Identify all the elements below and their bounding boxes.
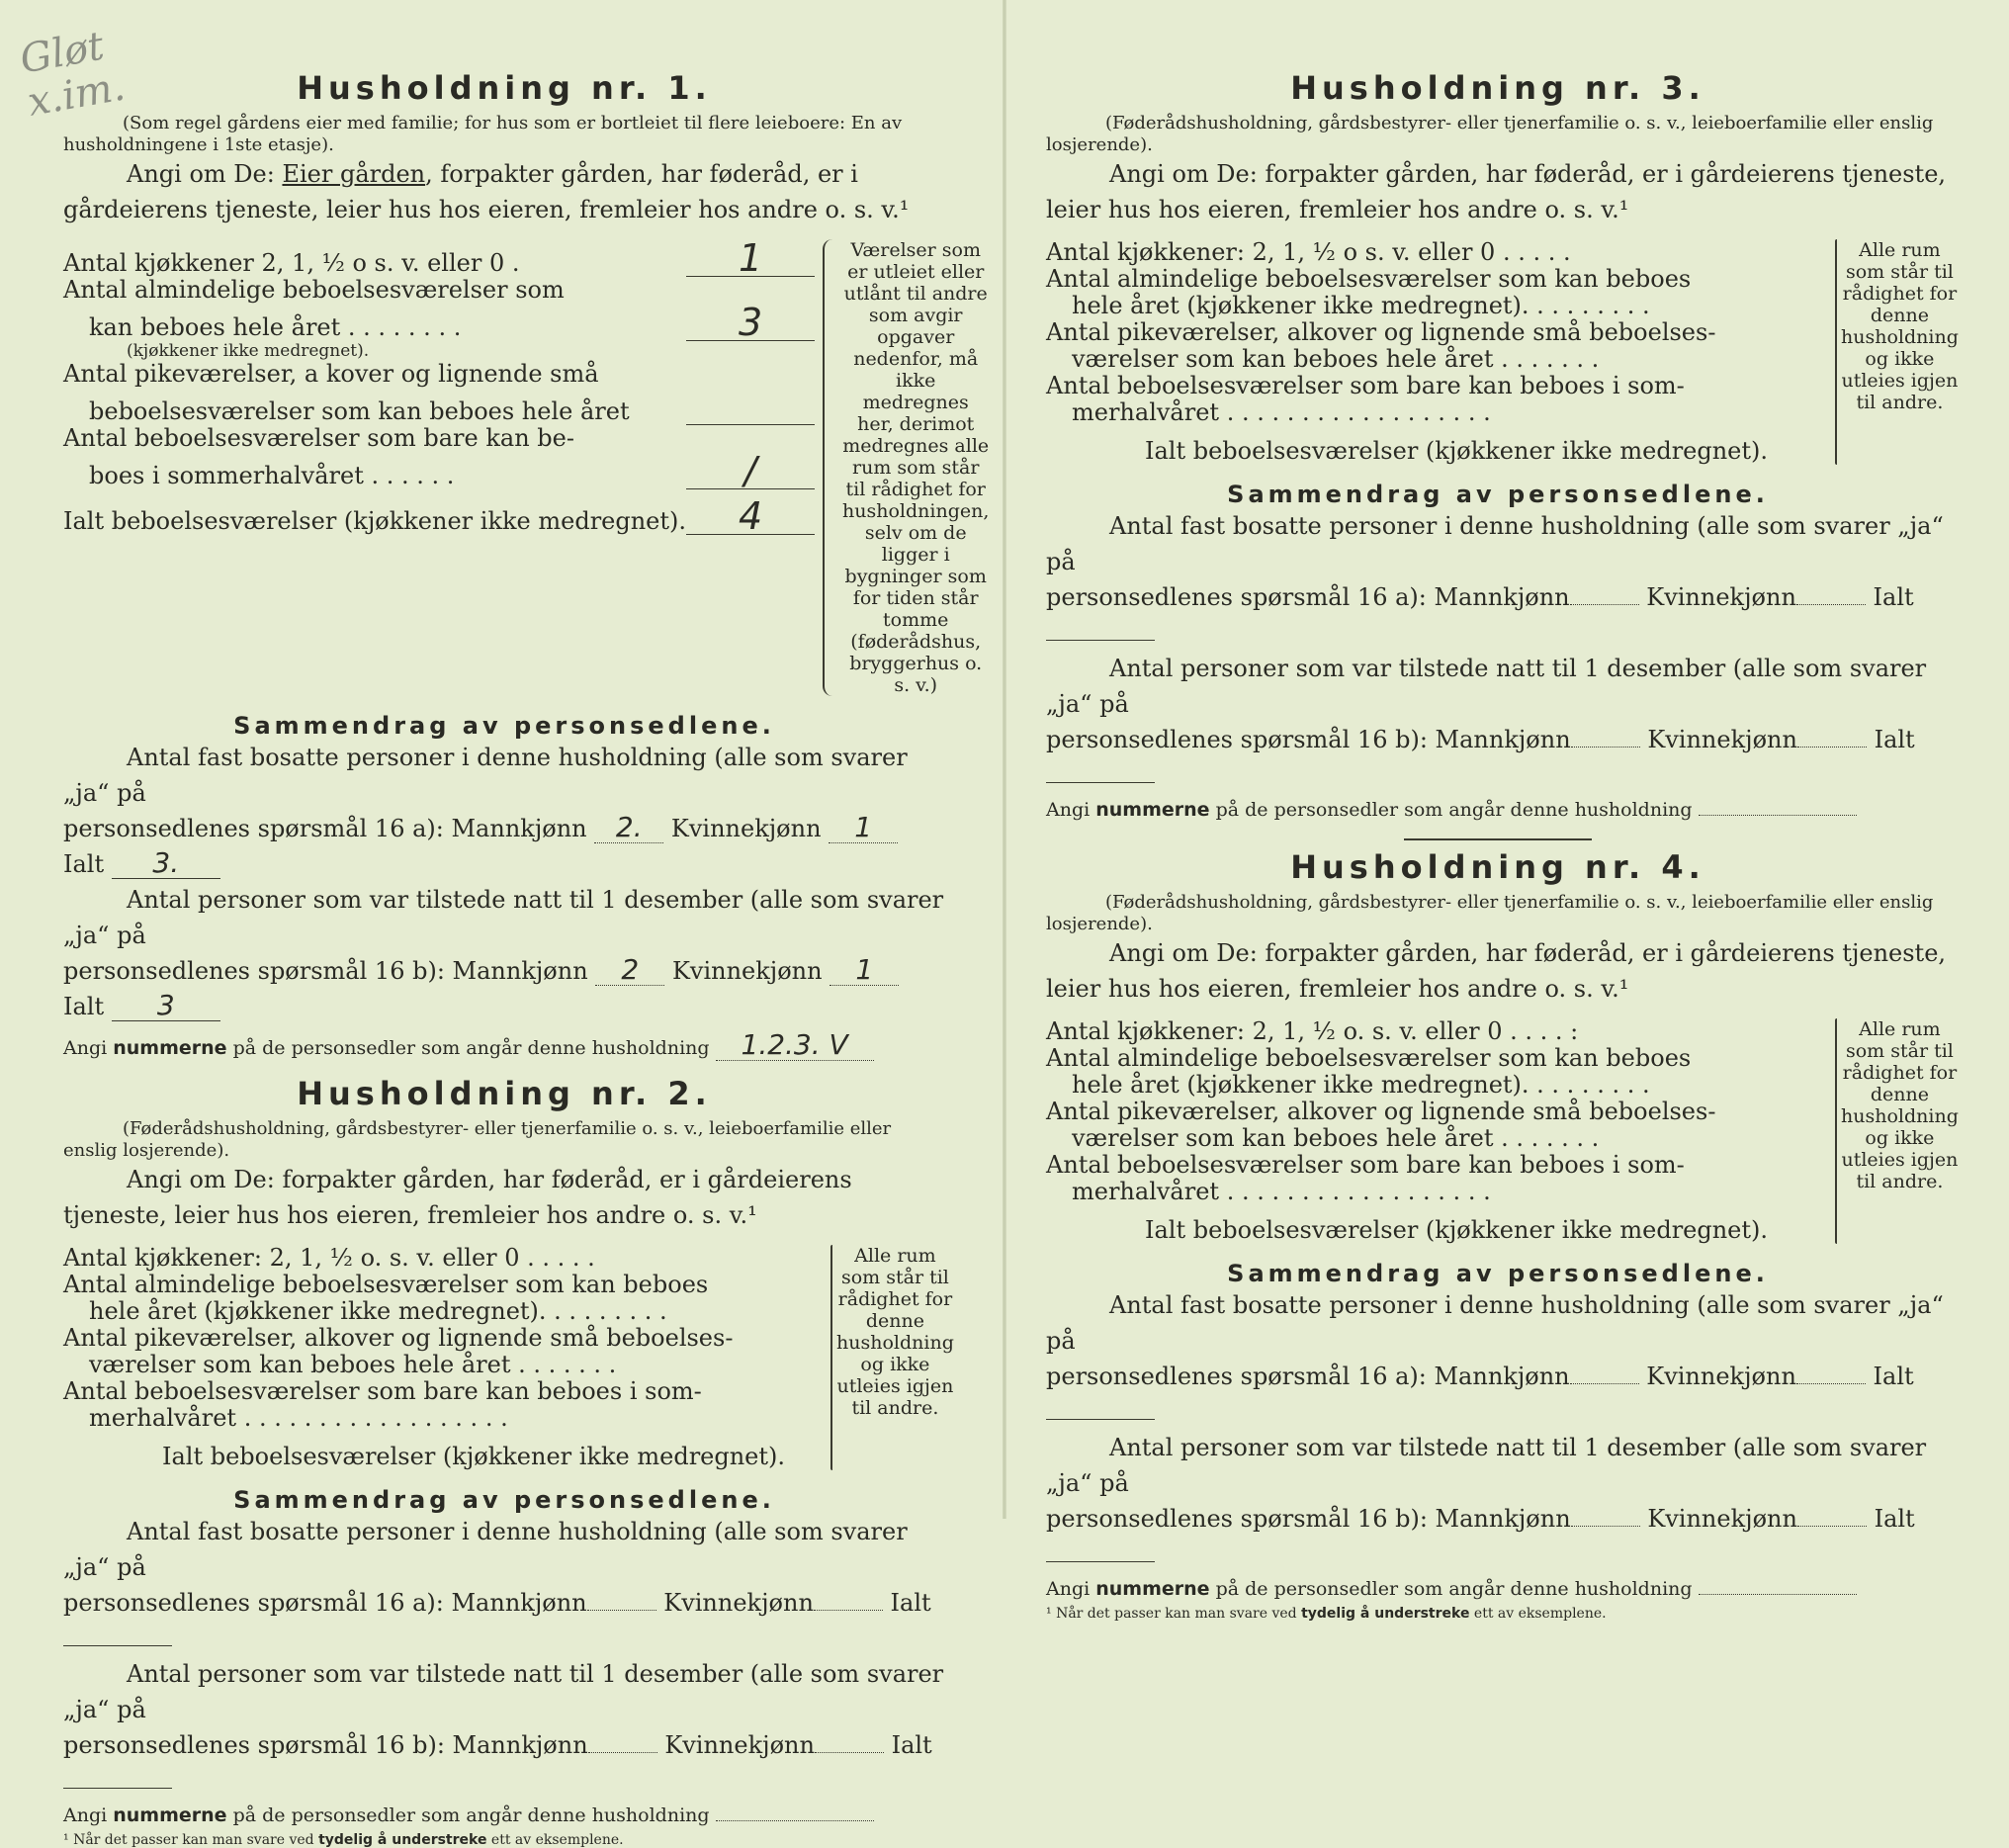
kitchens-value[interactable]: 1 [686,239,815,277]
total-present-field[interactable]: 3 [112,991,220,1021]
sheet-numbers-field[interactable] [1699,815,1857,816]
female-present-field[interactable]: 1 [830,955,899,986]
household-1-note: (Som regel gårdens eier med familie; for hus som er bortleiet til flere leieboere: En av husholdningene i 1ste etasje). [63,113,903,155]
male-resident-field[interactable]: 2. [594,813,663,843]
household-3-side-note: Alle rum som står til rådighet for denne husholdning og ikke utleies igjen til andre. [1835,239,1950,465]
total-present-field[interactable] [1046,1561,1155,1562]
household-2-title: Husholdning nr. 2. [297,1075,712,1112]
household-1-side-note: Værelser som er utleiet eller utlånt til andre som avgir opgaver nedenfor, må ikke medregnes her, derimot medregnes alle rum som står til rådighet for husholdningen, selv om de ligger i bygninger som for tiden står tomme (føderådshus, bryggerhus o. s. v.) [823,239,989,696]
male-resident-field[interactable] [1570,1383,1639,1384]
female-present-field[interactable] [1797,1526,1867,1527]
sheet-numbers-field[interactable] [1699,1594,1857,1595]
total-resident-field[interactable] [63,1645,172,1646]
female-present-field[interactable] [1797,747,1867,748]
female-present-field[interactable] [815,1752,884,1753]
female-resident-field[interactable] [1796,1383,1866,1384]
household-1: Husholdning nr. 1. (Som regel gårdens eier med familie; for hus som er bortleiet til flere leieboere: En av husholdningene i 1ste etasje). Angi om De: Eier gården, forpakter gården, har føderåd, er i gårdeierens tjeneste, leier hus hos eieren, fremleier hos andre o. s. v.¹ Antal kjøkkener 2, 1, ½ o s. v. eller 0 . 1 Antal almindelige beboelsesværelser som kan beboes hele året . . . . . . . . 3 (kjøkkener ikke medregnet). Antal pikeværelser, a kover og lignende små beboelsesværelser som kan beboes hele året Antal beboelsesværelser som bare kan be- boes i sommerhalvåret . . . . . . / Ialt beboelsesværelser (kjøkkener ikke medregnet). 4 Værelser som er utleiet eller utlånt til andre som avgir opgaver nedenfor, må ikke medregnes her, derimot medregnes alle rum som står til rådighet for husholdningen, selv om de ligger i bygninger som for tiden står tomme (føderådshus, bryggerhus o. s. v.) Sammendrag av personsedlene. Antal fast bosatte personer i denne husholdning (alle som svarer „ja“ på personsedlenes spørsmål 16 a): Mannkjønn 2. Kvinnekjønn 1 Ialt 3. Antal personer som var tilstede natt til 1 desember (alle som svarer „ja“ på personsedlenes spørsmål 16 b): Mannkjønn 2 Kvinnekjønn 1 Ialt 3 Angi nummerne på de personsedler som angår denne husholdning 1.2.3. V [63,69,990,1061]
total-resident-field[interactable] [1046,640,1155,641]
household-4: Husholdning nr. 4. (Føderådshusholdning, gårdsbestyrer- eller tjenerfamilie o. s. v., leieboerfamilie eller enslig losjerende). Angi om De: forpakter gården, har føderåd, er i gårdeierens tjeneste, leier hus hos eieren, fremleier hos andre o. s. v.¹ Antal kjøkkener: 2, 1, ½ o. s. v. eller 0 . . . . : Antal almindelige beboelsesværelser som kan beboes hele året (kjøkkener ikke medregnet). . . . . . . . . Antal pikeværelser, alkover og lignende små beboelses- værelser som kan beboes hele året . . . . . . . Antal beboelsesværelser som bare kan beboes i som- merhalvåret . . . . . . . . . . . . . . . . . . Ialt beboelsesværelser (kjøkkener ikke medregnet). Alle rum som står til rådighet for denne husholdning og ikke utleies igjen til andre. Sammendrag av personsedlene. Antal fast bosatte personer i denne husholdning (alle som svarer „ja“ på personsedlenes spørsmål 16 a): Mannkjønn Kvinnekjønn Ialt Antal personer som var tilstede natt til 1 desember (alle som svarer „ja“ på personsedlenes spørsmål 16 b): Mannkjønn Kvinnekjønn Ialt Angi nummerne på de personsedler som angår denne husholdning [1046,848,1959,1600]
female-resident-field[interactable]: 1 [829,813,898,843]
summary-title: Sammendrag av personsedlene. [233,712,775,740]
total-present-field[interactable] [63,1788,172,1789]
household-4-side-note: Alle rum som står til rådighet for denne husholdning og ikke utleies igjen til andre. [1835,1018,1950,1244]
footnote: ¹ Når det passer kan man svare ved tydelig å understreke ett av eksemplene. [1046,1606,1607,1622]
male-resident-field[interactable] [1570,604,1639,605]
right-page [1004,0,2009,1622]
male-resident-field[interactable] [587,1610,656,1611]
total-present-field[interactable] [1046,782,1155,783]
left-page [0,0,1004,1848]
household-1-title: Husholdning nr. 1. [297,69,712,107]
household-2-side-note: Alle rum som står til rådighet for denne husholdning og ikke utleies igjen til andre. [830,1245,945,1470]
household-3: Husholdning nr. 3. (Føderådshusholdning, gårdsbestyrer- eller tjenerfamilie o. s. v., leieboerfamilie eller enslig losjerende). Angi om De: forpakter gården, har føderåd, er i gårdeierens tjeneste, leier hus hos eieren, fremleier hos andre o. s. v.¹ Antal kjøkkener: 2, 1, ½ o s. v. eller 0 . . . . . Antal almindelige beboelsesværelser som kan beboes hele året (kjøkkener ikke medregnet). . . . . . . . . Antal pikeværelser, alkover og lignende små beboelses- værelser som kan beboes hele året . . . . . . . Antal beboelsesværelser som bare kan beboes i som- merhalvåret . . . . . . . . . . . . . . . . . . Ialt beboelsesværelser (kjøkkener ikke medregnet). Alle rum som står til rådighet for denne husholdning og ikke utleies igjen til andre. Sammendrag av personsedlene. Antal fast bosatte personer i denne husholdning (alle som svarer „ja“ på personsedlenes spørsmål 16 a): Mannkjønn Kvinnekjønn Ialt Antal personer som var tilstede natt til 1 desember (alle som svarer „ja“ på personsedlenes spørsmål 16 b): Mannkjønn Kvinnekjønn Ialt Angi nummerne på de personsedler som angår denne husholdning [1046,69,1959,821]
female-resident-field[interactable] [1796,604,1866,605]
summer-rooms-value[interactable]: / [686,452,815,489]
household-3-title: Husholdning nr. 3. [1290,69,1705,107]
household-1-rooms: Antal kjøkkener 2, 1, ½ o s. v. eller 0 . 1 Antal almindelige beboelsesværelser som kan beboes hele året . . . . . . . . 3 (kjøkkener ikke medregnet). Antal pikeværelser, a kover og lignende små beboelsesværelser som kan beboes hele året Antal beboelsesværelser som bare kan be- boes i sommerhalvåret . . . . . . / Ialt beboelsesværelser (kjøkkener ikke medregnet). 4 Værelser som er utleiet eller utlånt til andre som avgir opgaver nedenfor, må ikke medregnes her, derimot medregnes alle rum som står til rådighet for husholdningen, selv om de ligger i bygninger som for tiden står tomme (føderådshus, bryggerhus o. s. v.) [63,236,990,696]
handwritten-scribble: Gløt x.im. [16,23,129,126]
total-resident-field[interactable] [1046,1419,1155,1420]
female-resident-field[interactable] [814,1610,883,1611]
male-present-field[interactable] [1571,747,1640,748]
male-present-field[interactable] [1571,1526,1640,1527]
total-rooms-value[interactable]: 4 [686,497,815,535]
small-rooms-value[interactable] [686,388,815,425]
sheet-numbers-field[interactable] [716,1820,874,1821]
rooms-value[interactable]: 3 [686,304,815,341]
sheet-numbers-field[interactable]: 1.2.3. V [716,1030,874,1061]
male-present-field[interactable]: 2 [595,955,664,986]
sheet-numbers-line: Angi nummerne på de personsedler som angår denne husholdning 1.2.3. V [63,1030,945,1061]
household-2: Husholdning nr. 2. (Føderådshusholdning, gårdsbestyrer- eller tjenerfamilie o. s. v., leieboerfamilie eller enslig losjerende). Angi om De: forpakter gården, har føderåd, er i gårdeierens tjeneste, leier hus hos eieren, fremleier hos andre o. s. v.¹ Antal kjøkkener: 2, 1, ½ o. s. v. eller 0 . . . . . Antal almindelige beboelsesværelser som kan beboes hele året (kjøkkener ikke medregnet). . . . . . . . . Antal pikeværelser, alkover og lignende små beboelses- værelser som kan beboes hele året . . . . . . . Antal beboelsesværelser som bare kan beboes i som- merhalvåret . . . . . . . . . . . . . . . . . . Ialt beboelsesværelser (kjøkkener ikke medregnet). Alle rum som står til rådighet for denne husholdning og ikke utleies igjen til andre. Sammendrag av personsedlene. Antal fast bosatte personer i denne husholdning (alle som svarer „ja“ på personsedlenes spørsmål 16 a): Mannkjønn Kvinnekjønn Ialt Antal personer som var tilstede natt til 1 desember (alle som svarer „ja“ på personsedlenes spørsmål 16 b): Mannkjønn Kvinnekjønn Ialt Angi nummerne på de personsedler som angår denne husholdning [63,1075,954,1826]
total-resident-field[interactable]: 3. [112,848,220,879]
household-4-title: Husholdning nr. 4. [1290,848,1705,886]
household-1-question: Angi om De: Eier gården, forpakter gården, har føderåd, er i gårdeierens tjeneste, leier hus hos eieren, fremleier hos andre o. s. v.¹ [63,160,910,223]
male-present-field[interactable] [588,1752,657,1753]
section-divider [1404,838,1592,840]
answer-underlined: Eier gården [282,160,426,188]
footnote: ¹ Når det passer kan man svare ved tydelig å understreke ett av eksemplene. [63,1832,624,1848]
